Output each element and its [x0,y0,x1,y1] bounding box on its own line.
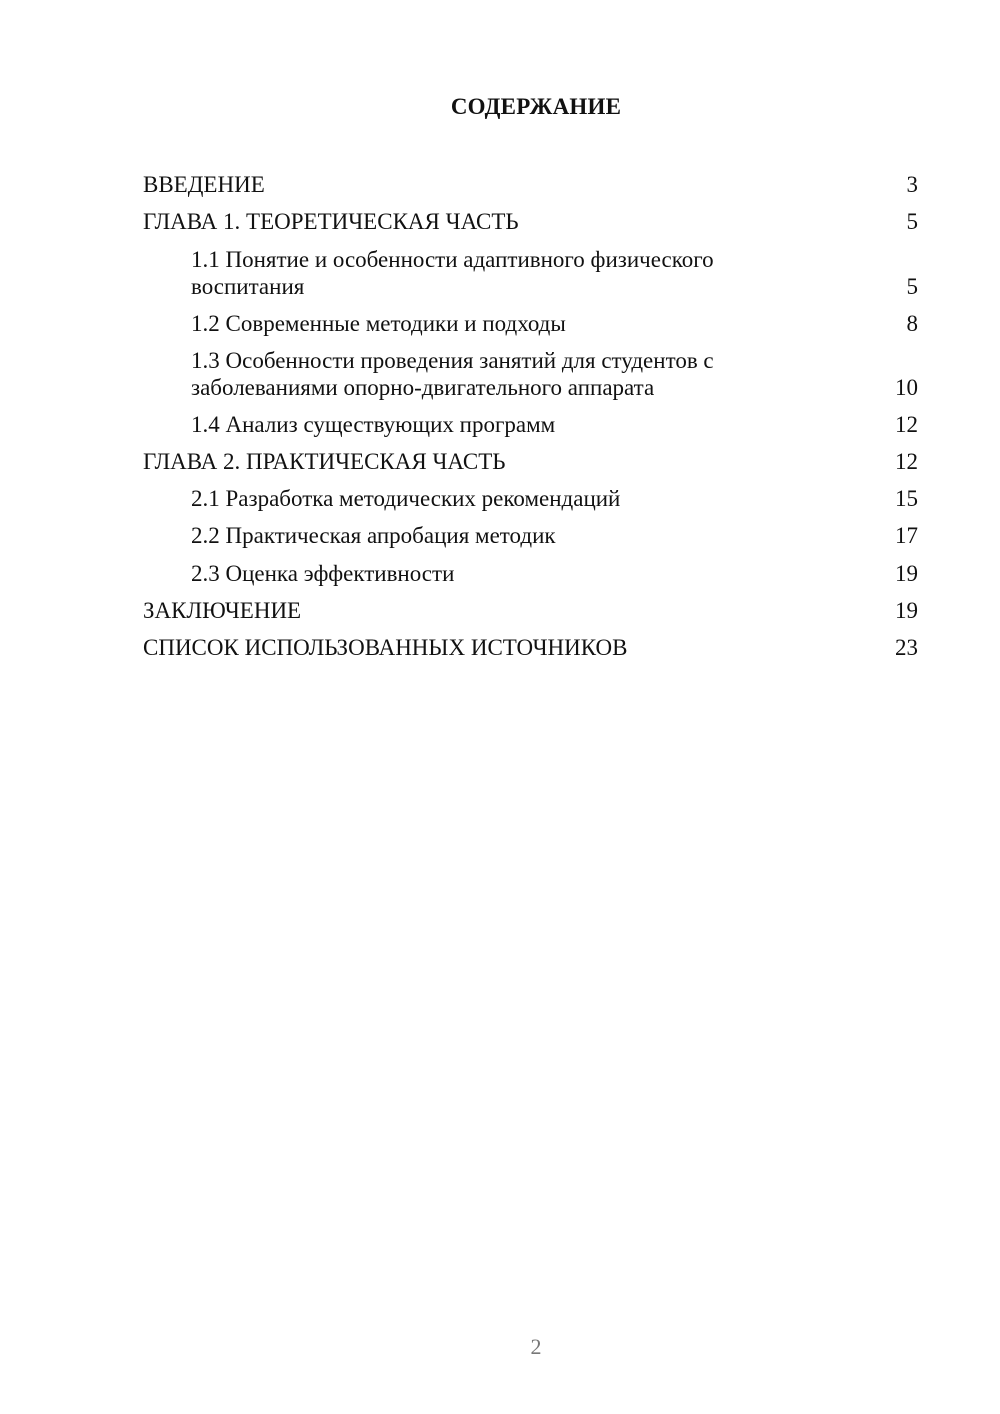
toc-entry-section-2-3[interactable] [191,560,918,587]
toc-entry-page: 5 [906,209,918,234]
toc-entry-page: 8 [906,311,918,336]
toc-entry-title: ГЛАВА 2. ПРАКТИЧЕСКАЯ ЧАСТЬ [143,449,506,474]
toc-entry-title: 2.2 Практическая апробация методик [191,523,556,548]
toc-entry-page: 23 [895,635,918,660]
toc-entry-title: ЗАКЛЮЧЕНИЕ [143,598,302,623]
toc-entry-title: 2.1 Разработка методических рекомендаций [191,486,621,511]
toc-entry-section-2-2[interactable] [191,522,918,549]
toc-entry-page: 17 [895,523,918,548]
toc-entry-page: 5 [906,274,918,299]
toc-entry-introduction[interactable] [143,171,918,198]
toc-entry-title: СПИСОК ИСПОЛЬЗОВАННЫХ ИСТОЧНИКОВ [143,635,628,660]
toc-entry-chapter-1[interactable] [143,208,918,235]
toc-entry-chapter-2[interactable] [143,448,918,475]
toc-entry-title: 1.2 Современные методики и подходы [191,311,566,336]
toc-entry-page: 12 [895,449,918,474]
toc-entry-section-1-1[interactable] [191,246,918,300]
toc-entry-title: ГЛАВА 1. ТЕОРЕТИЧЕСКАЯ ЧАСТЬ [143,209,519,234]
toc-entry-title: 2.3 Оценка эффективности [191,561,455,586]
page-title: СОДЕРЖАНИЕ [450,94,622,119]
toc-entry-section-1-3[interactable] [191,347,918,401]
toc-entry-page: 12 [895,412,918,437]
toc-entry-page: 10 [895,375,918,400]
toc-entry-page: 19 [895,561,918,586]
toc-entry-section-1-2[interactable] [191,310,918,337]
toc-entry-title: 1.4 Анализ существующих программ [191,412,556,437]
toc-entry-title: ВВЕДЕНИЕ [143,172,265,197]
toc-entry-conclusion[interactable] [143,597,918,624]
toc-entry-section-1-4[interactable] [191,411,918,438]
toc-entry-title: 1.3 Особенности проведения занятий для студентов с заболеваниями опорно-двигательного аппарата [191,348,714,400]
toc-entry-page: 3 [906,172,918,197]
toc-entry-title: 1.1 Понятие и особенности адаптивного физического воспитания [191,247,714,299]
toc-entry-page: 19 [895,598,918,623]
toc-entry-section-2-1[interactable] [191,485,918,512]
page-number: 2 [530,1334,542,1359]
toc-entry-page: 15 [895,486,918,511]
toc-entry-references[interactable] [143,634,918,661]
